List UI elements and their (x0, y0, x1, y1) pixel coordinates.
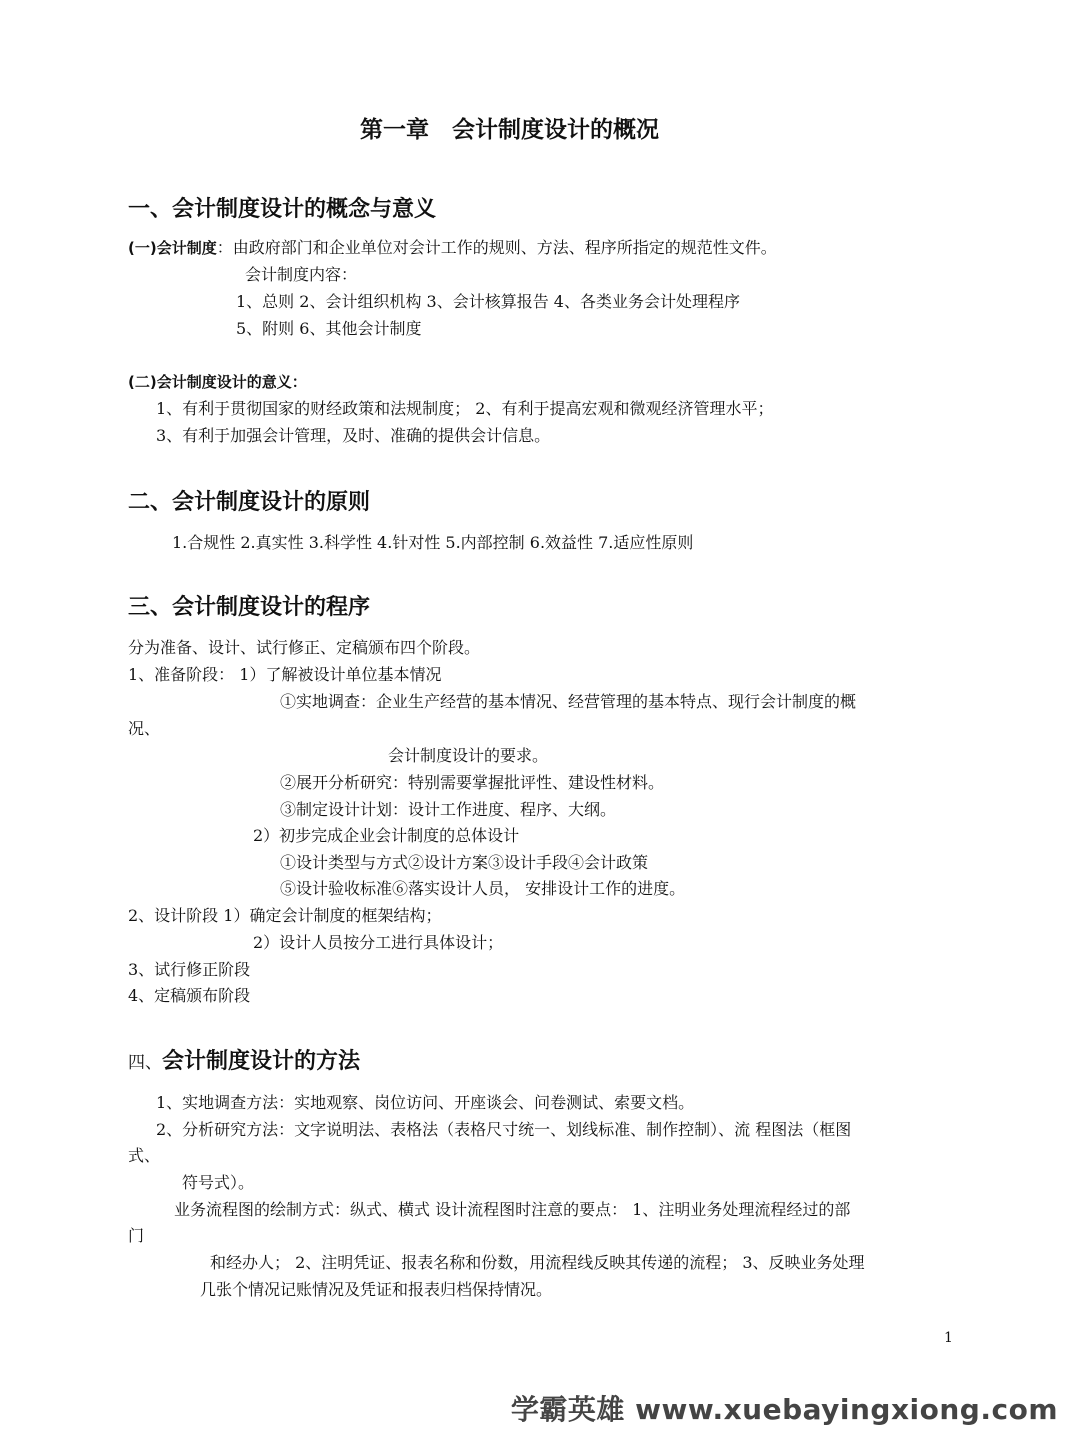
sec3-line: ②展开分析研究：特别需要掌握批评性、建设性材料。 (280, 773, 665, 792)
sec3-line: 3、试行修正阶段 (128, 960, 251, 979)
sec1-p1-text: ：由政府部门和企业单位对会计工作的规则、方法、程序所指定的规范性文件。 (216, 238, 777, 257)
section-3-heading: 三、会计制度设计的程序 (128, 595, 371, 620)
section-4-heading-num: 四、 (128, 1053, 162, 1073)
sec4-line: 2、分析研究方法：文字说明法、表格法（表格尺寸统一、划线标准、制作控制）、流 程图法（框图 (156, 1120, 852, 1139)
sec1-content-label: 会计制度内容： (245, 265, 358, 284)
sec4-line: 式、 (128, 1146, 161, 1165)
sec1-p2-line2: 3、有利于加强会计管理，及时、准确的提供会计信息。 (156, 426, 551, 445)
sec3-line: 4、定稿颁布阶段 (128, 986, 251, 1005)
sec1-content-line2: 5、附则 6、其他会计制度 (236, 319, 422, 338)
sec3-line: ①实地调查：企业生产经营的基本情况、经营管理的基本特点、现行会计制度的概 (280, 692, 857, 711)
sec3-line: 2、设计阶段 1）确定会计制度的框架结构； (128, 906, 442, 925)
page-number: 1 (944, 1330, 953, 1346)
sec3-line: 分为准备、设计、试行修正、定稿颁布四个阶段。 (128, 638, 481, 657)
sec4-line: 1、实地调查方法：实地观察、岗位访问、开座谈会、问卷测试、索要文档。 (156, 1093, 695, 1112)
sec3-line: ③制定设计计划：设计工作进度、程序、大纲。 (280, 800, 617, 819)
sec3-line: 会计制度设计的要求。 (388, 746, 549, 765)
sec4-line: 符号式）。 (182, 1173, 255, 1192)
sec3-line: 2）初步完成企业会计制度的总体设计 (253, 826, 520, 845)
sec3-line: 1、准备阶段： 1）了解被设计单位基本情况 (128, 665, 442, 684)
chapter-title: 第一章 会计制度设计的概况 (360, 117, 659, 143)
sec4-line: 门 (128, 1226, 145, 1245)
sec1-p2-line1: 1、有利于贯彻国家的财经政策和法规制度； 2、有利于提高宏观和微观经济管理水平； (156, 399, 774, 418)
section-1-heading: 一、会计制度设计的概念与意义 (128, 197, 437, 222)
sec4-line: 几张个情况记账情况及凭证和报表归档保持情况。 (200, 1280, 553, 1299)
sec1-content-line1: 1、总则 2、会计组织机构 3、会计核算报告 4、各类业务会计处理程序 (236, 292, 740, 311)
section-4-heading-text: 会计制度设计的方法 (162, 1049, 361, 1074)
sec3-line: ①设计类型与方式②设计方案③设计手段④会计政策 (280, 853, 649, 872)
sec4-line: 业务流程图的绘制方式：纵式、横式 设计流程图时注意的要点： 1、注明业务处理流程经过的部 (174, 1200, 851, 1219)
sec2-line1: 1.合规性 2.真实性 3.科学性 4.针对性 5.内部控制 6.效益性 7.适应性原则 (172, 533, 694, 552)
sec1-p2-label: (二)会计制度设计的意义： (128, 373, 307, 391)
sec1-p1 (128, 237, 777, 259)
sec3-line: 2）设计人员按分工进行具体设计； (253, 933, 504, 952)
section-4-heading (128, 1047, 360, 1078)
sec3-line: ⑤设计验收标准⑥落实设计人员， 安排设计工作的进度。 (280, 879, 686, 898)
sec1-p1-label: (一)会计制度 (128, 239, 217, 257)
watermark: 学霸英雄 www.xuebayingxiong.com (510, 1393, 1058, 1426)
section-2-heading: 二、会计制度设计的原则 (128, 490, 371, 515)
sec3-line: 况、 (128, 719, 161, 738)
sec4-line: 和经办人； 2、注明凭证、报表名称和份数，用流程线反映其传递的流程； 3、反映业务处理 (210, 1253, 865, 1272)
